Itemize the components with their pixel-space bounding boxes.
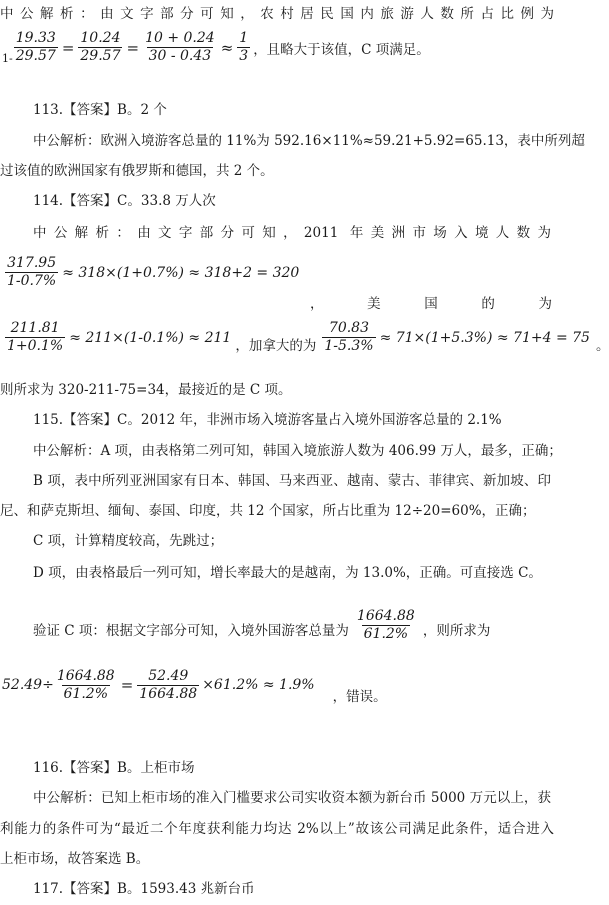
answer-117: 117.【答案】B。1593.43 兆新台币 [33, 881, 255, 897]
eq114-frac-b: $\frac{211.81}{1+0.1\%}$ [7, 320, 64, 354]
answer-115: 115.【答案】C。2012 年，非洲市场入境游客量占入境外国游客总量的 2.1% [33, 412, 502, 428]
equation-114-us-canada: $\frac{211.81}{1+0.1\%}$ ≈ 211×(1-0.1%) ≈ 211 ，加拿大的为 $\frac{70.83}{1-5.3\%}$ ≈ 71×(1+5.3%) ≈ 71+4 = 75 。 [7, 320, 609, 354]
eq112-frac4: $\frac{1}{3}$ [239, 30, 249, 64]
analysis-115-b2: 尼、和萨克斯坦、缅甸、泰国、印度，共 12 个国家，所占比重为 12÷20=60%，正确； [0, 503, 536, 519]
eq115-frac2: $\frac{52.49}{1664.88}$ [139, 667, 198, 702]
answer-114: 114.【答案】C。33.8 万人次 [33, 193, 216, 209]
eq114-frac-a: $\frac{317.95}{1-0.7\%}$ [7, 255, 57, 289]
answer-113: 113.【答案】B。2 个 [33, 102, 167, 118]
analysis-116-line3: 上柜市场，故答案选 B。 [0, 851, 150, 867]
verify-frac: $\frac{1664.88}{61.2\%}$ [356, 608, 415, 642]
equation-115: 52.49÷ $\frac{1664.88}{61.2\%}$ = $\frac{52.49}{1664.88}$ ×61.2% ≈ 1.9% ，错误。 [2, 667, 387, 705]
analysis-114-result: 则所求为 320-211-75=34，最接近的是 C 项。 [0, 382, 292, 398]
equation-114-america: $\frac{317.95}{1-0.7\%}$ ≈ 318×(1+0.7%) ≈ 318+2 = 320 [7, 255, 300, 289]
analysis-115-b1: B 项，表中所列亚洲国家有日本、韩国、马来西亚、越南、蒙古、菲律宾、新加坡、印 [33, 473, 551, 489]
analysis-115-a: 中公解析：A 项，由表格第二列可知，韩国入境旅游人数为 406.99 万人，最多，正确； [33, 443, 562, 459]
analysis-114-spread-words: ， 美 国 的 为 [310, 296, 552, 312]
analysis-112-line1: 中公解析：由文字部分可知，农村居民国内旅游人数所占比例为 [0, 6, 554, 22]
eq114-frac-c: $\frac{70.83}{1-5.3\%}$ [324, 320, 374, 354]
analysis-113-line2: 过该值的欧洲国家有俄罗斯和德国，共 2 个。 [0, 163, 274, 179]
eq112-frac2: $\frac{10.24}{29.57}$ [80, 30, 121, 64]
analysis-115-verify: 验证 C 项：根据文字部分可知，入境外国游客总量为 $\frac{1664.88}{61.2\%}$ ，则所求为 [33, 608, 491, 642]
analysis-115-c: C 项，计算精度较高，先跳过； [33, 533, 224, 549]
answer-116: 116.【答案】B。上柜市场 [33, 760, 195, 776]
equation-112: 1- $\frac{19.33}{29.57}$ = $\frac{10.24}{29.57}$ = $\frac{10 + 0.24}{30 - 0.43}$ ≈ $\frac{1}{3}$ ，且略大于该值，C 项满足。 [2, 30, 430, 65]
eq112-tail: ，且略大于该值，C 项满足。 [253, 41, 430, 58]
eq112-prefix: 1- [2, 52, 13, 65]
eq112-frac3: $\frac{10 + 0.24}{30 - 0.43}$ [145, 30, 215, 64]
analysis-113-line1: 中公解析：欧洲入境游客总量的 11%为 592.16×11%≈59.21+5.92=65.13，表中所列超 [33, 133, 585, 149]
analysis-114-line1: 中公解析：由文字部分可知，2011 年美洲市场入境人数为 [33, 225, 551, 241]
analysis-115-d: D 项，由表格最后一列可知，增长率最大的是越南，为 13.0%，正确。可直接选 C。 [33, 565, 542, 581]
analysis-116-line1: 中公解析：已知上柜市场的准入门槛要求公司实收资本额为新台币 5000 万元以上，获 [33, 790, 551, 806]
eq112-frac1: $\frac{19.33}{29.57}$ [15, 30, 56, 64]
analysis-116-line2: 利能力的条件可为“最近二个年度获利能力均达 2%以上”故该公司满足此条件，适合进入 [0, 821, 554, 837]
eq115-frac1: $\frac{1664.88}{61.2\%}$ [56, 667, 115, 702]
